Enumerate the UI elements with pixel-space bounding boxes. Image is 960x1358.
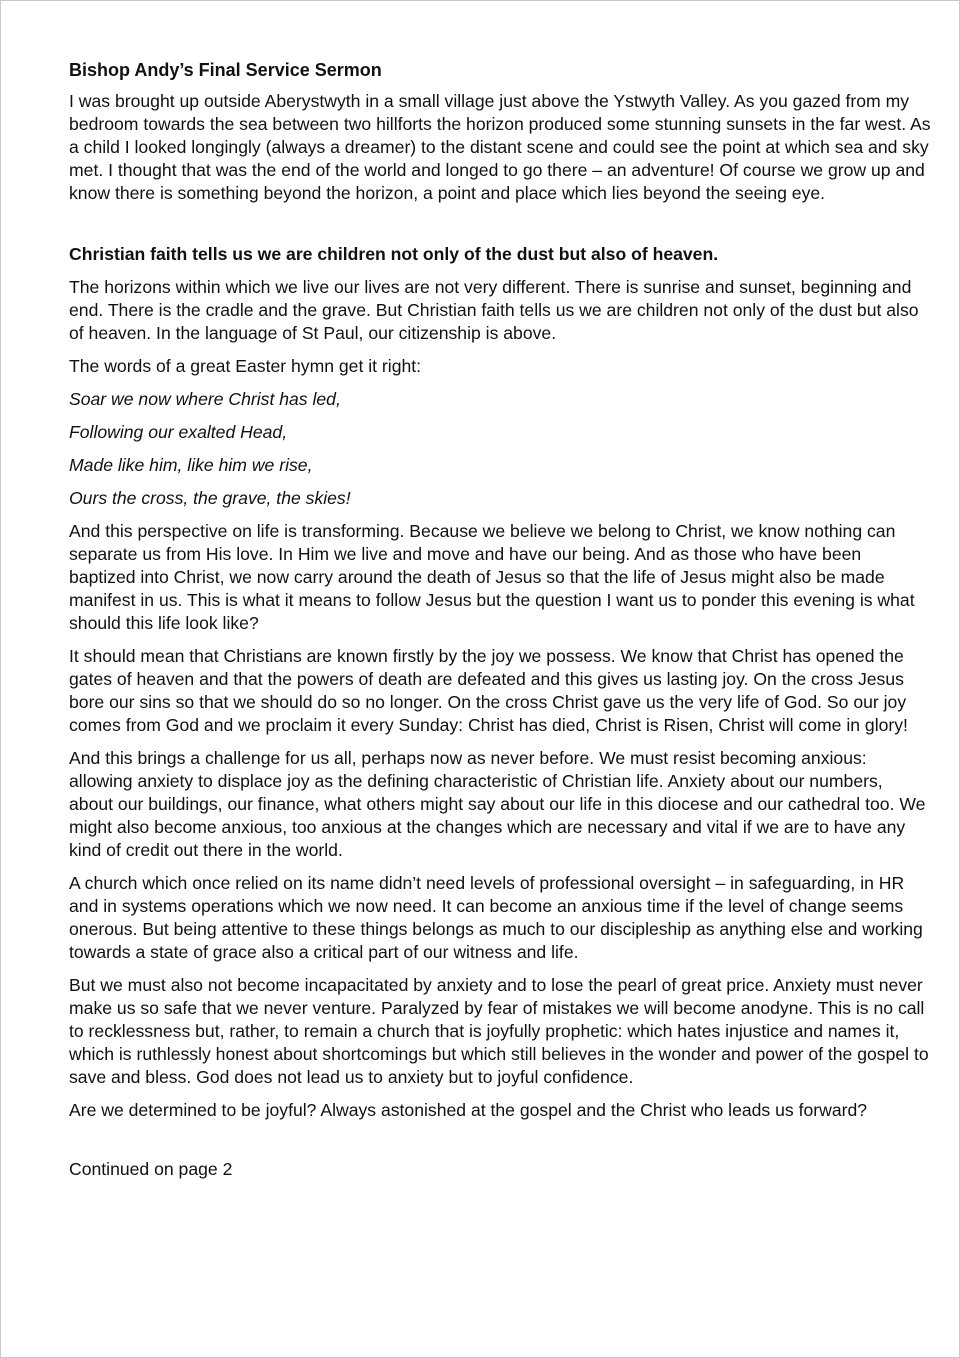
hymn-line: Made like him, like him we rise, <box>69 455 313 475</box>
paragraph-hymn-intro: The words of a great Easter hymn get it right: <box>69 356 422 376</box>
paragraph-anxiety: And this brings a challenge for us all, perhaps now as never before. We must resist becoming anxious: allowing anxiety to displace joy as the defining characteristic of Christian life. Anxiety about our numbers, about our buildings, our finance, what others might say about our life in this diocese and our cathedral too. We might also become anxious, too anxious at the changes which are necessary and vital if we are to have any kind of credit out there in the world. <box>69 748 926 860</box>
hymn-verse <box>69 388 931 510</box>
hymn-line: Ours the cross, the grave, the skies! <box>69 488 351 508</box>
hymn-line: Soar we now where Christ has led, <box>69 389 341 409</box>
paragraph-joy: It should mean that Christians are known firstly by the joy we possess. We know that Christ has opened the gates of heaven and that the powers of death are defeated and this gives us lasting joy. On the cross Jesus bore our sins so that we should do so no longer. On the cross Christ gave us the very life of God. So our joy comes from God and we proclaim it every Sunday: Christ has died, Christ is Risen, Christ will come in glory! <box>69 646 908 735</box>
paragraph-question: Are we determined to be joyful? Always astonished at the gospel and the Christ who leads us forward? <box>69 1100 868 1120</box>
document-title: Bishop Andy’s Final Service Sermon <box>69 60 382 80</box>
document-body <box>69 59 931 1191</box>
continued-note: Continued on page 2 <box>69 1159 233 1179</box>
paragraph-transforming: And this perspective on life is transforming. Because we believe we belong to Christ, we know nothing can separate us from His love. In Him we live and move and have our being. And as those who have been baptized into Christ, we now carry around the death of Jesus so that the life of Jesus might also be made manifest in us. This is what it means to follow Jesus but the question I want us to ponder this evening is what should this life look like? <box>69 521 915 633</box>
intro-paragraph: I was brought up outside Aberystwyth in a small village just above the Ystwyth Valley. As you gazed from my bedroom towards the sea between two hillforts the horizon produced some stunning sunsets in the far west. As a child I looked longingly (always a dreamer) to the distant scene and could see the point at which sea and sky met. I thought that was the end of the world and longed to go there – an adventure! Of course we grow up and know there is something beyond the horizon, a point and place which lies beyond the seeing eye. <box>69 91 931 203</box>
hymn-line: Following our exalted Head, <box>69 422 288 442</box>
paragraph-oversight: A church which once relied on its name didn’t need levels of professional oversight – in safeguarding, in HR and in systems operations which we now need. It can become an anxious time if the level of change seems onerous. But being attentive to these things belongs as much to our discipleship as anything else and working towards a state of grace also a critical part of our witness and life. <box>69 873 923 962</box>
section-subheading: Christian faith tells us we are children not only of the dust but also of heaven. <box>69 244 719 264</box>
paragraph-horizons: The horizons within which we live our lives are not very different. There is sunrise and sunset, beginning and end. There is the cradle and the grave. But Christian faith tells us we are children not only of the dust but also of heaven. In the language of St Paul, our citizenship is above. <box>69 277 919 343</box>
paragraph-prophetic: But we must also not become incapacitated by anxiety and to lose the pearl of great price. Anxiety must never make us so safe that we never venture. Paralyzed by fear of mistakes we will become anodyne. This is no call to recklessness but, rather, to remain a church that is joyfully prophetic: which hates injustice and names it, which is ruthlessly honest about shortcomings but which still believes in the wonder and power of the gospel to save and bless. God does not lead us to anxiety but to joyful confidence. <box>69 975 929 1087</box>
